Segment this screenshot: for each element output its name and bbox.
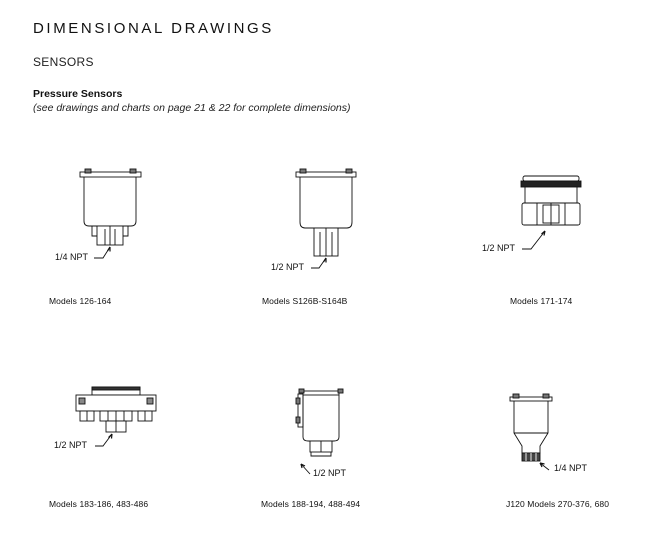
model-caption: Models S126B-S164B (262, 296, 348, 306)
sensor-drawing-126-164 (80, 169, 141, 258)
port-label: 1/2 NPT (54, 440, 88, 450)
page-title: DIMENSIONAL DRAWINGS (33, 20, 274, 37)
reference-note: (see drawings and charts on page 21 & 22 for complete dimensions) (33, 102, 351, 114)
sensor-drawing-j120 (510, 394, 552, 470)
port-label: 1/4 NPT (554, 463, 588, 473)
model-caption: Models 171-174 (510, 296, 573, 306)
model-caption: Models 126-164 (49, 296, 112, 306)
sensor-drawing-s126b-s164b (296, 169, 356, 268)
sensor-drawing-188-194 (296, 389, 343, 474)
sensor-drawing-171-174 (521, 176, 581, 249)
model-caption: Models 188-194, 488-494 (261, 499, 361, 509)
port-label: 1/4 NPT (55, 252, 89, 262)
sensor-drawing-183-186 (76, 387, 156, 446)
section-title: SENSORS (33, 55, 94, 69)
model-caption: Models 183-186, 483-486 (49, 499, 149, 509)
port-label: 1/2 NPT (313, 468, 347, 478)
port-label: 1/2 NPT (482, 243, 516, 253)
model-caption: J120 Models 270-376, 680 (506, 499, 610, 509)
port-label: 1/2 NPT (271, 262, 305, 272)
subsection-title: Pressure Sensors (33, 88, 123, 100)
